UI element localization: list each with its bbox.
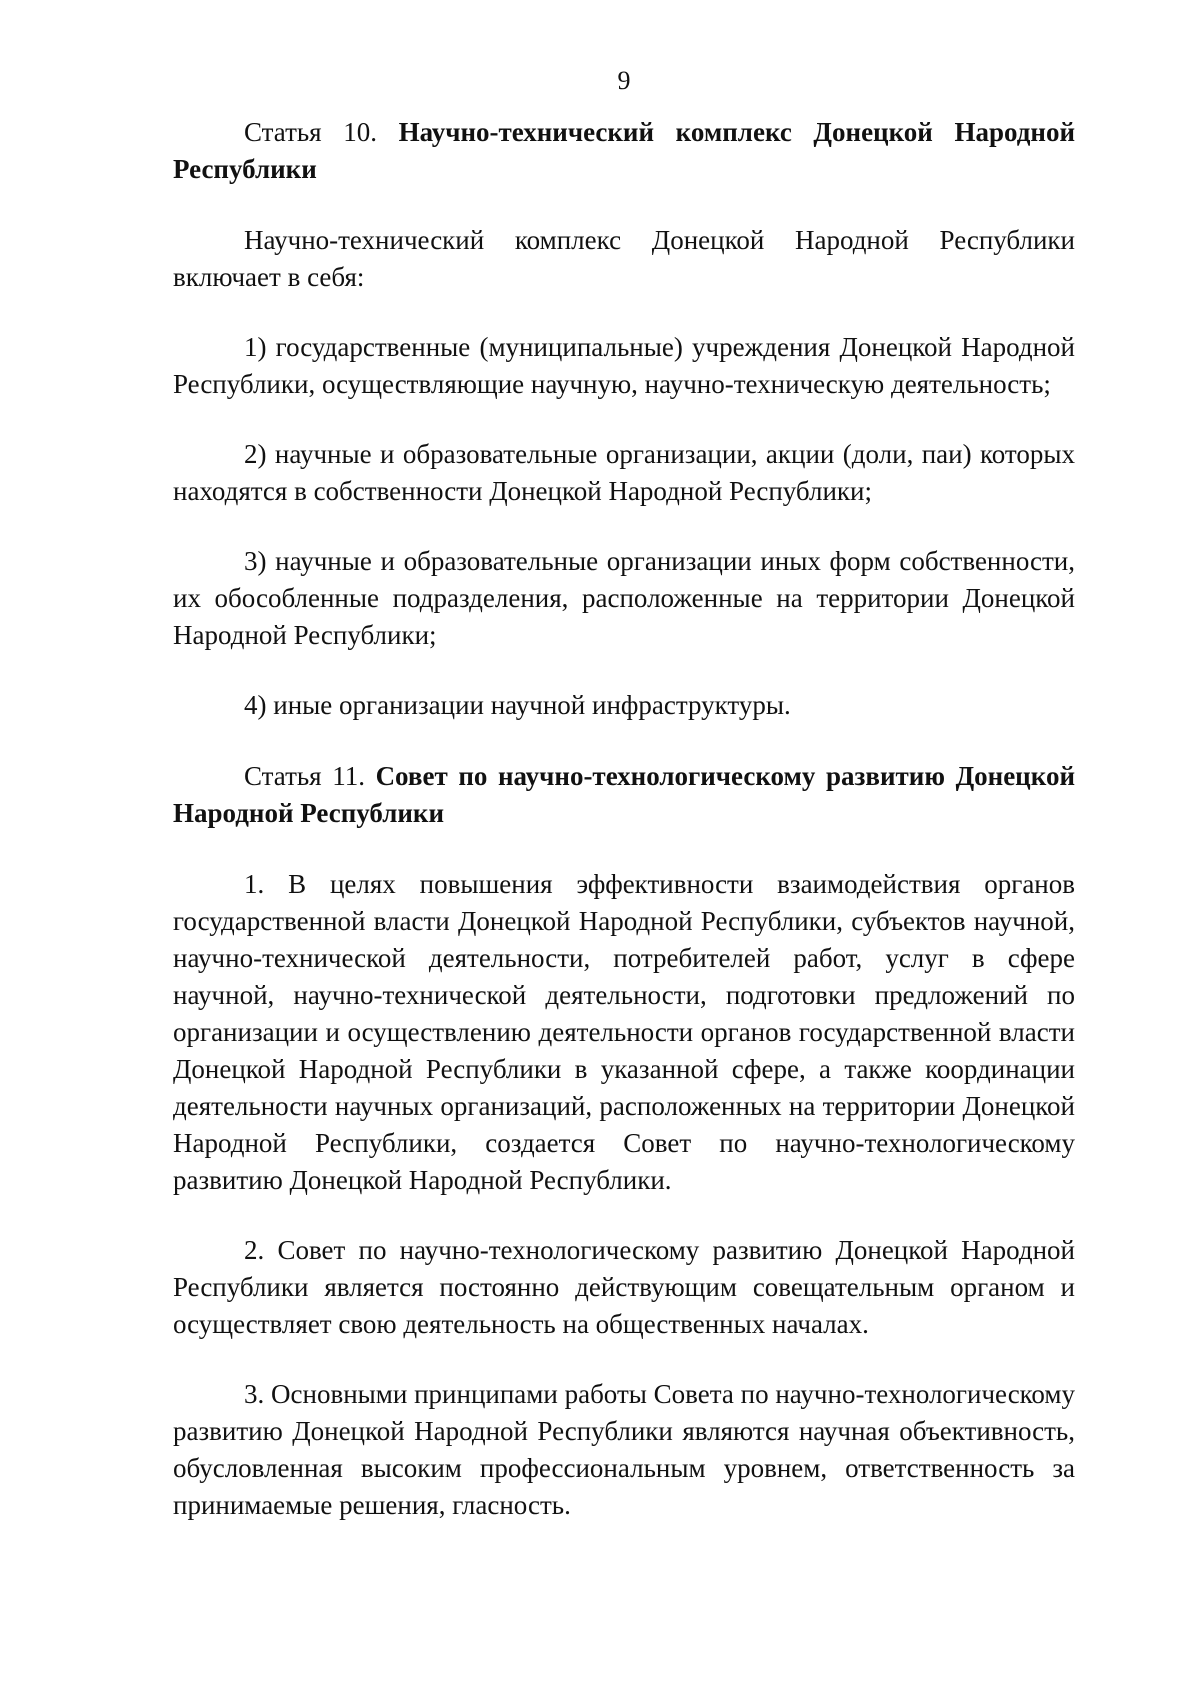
article-10-intro: Научно-технический комплекс Донецкой Народной Республики включает в себя: xyxy=(173,225,1075,292)
article-11-title: Совет по научно-технологическому развитию Донецкой Народной Республики xyxy=(173,761,1075,828)
article-10-item-4: 4) иные организации научной инфраструктуры. xyxy=(244,690,791,720)
article-10-title: Научно-технический комплекс Донецкой Народной Республики xyxy=(173,117,1076,184)
article-11-number: Статья 11. xyxy=(244,761,365,791)
article-11-paragraph-1: 1. В целях повышения эффективности взаимодействия органов государственной власти Донецкой Народной Республики, субъектов научной, научно-технической деятельности, потребителей работ, услуг в сфере научной, научно-технической деятельности, подготовки предложений по организации и осуществлению деятельности органов государственной власти Донецкой Народной Республики в указанной сфере, а также координации деятельности научных организаций, расположенных на территории Донецкой Народной Республики, создается Совет по научно-технологическому развитию Донецкой Народной Республики. xyxy=(173,869,1075,1195)
article-10-item-1: 1) государственные (муниципальные) учреждения Донецкой Народной Республики, осуществляющие научную, научно-техническую деятельность; xyxy=(173,332,1075,399)
article-11-paragraph-2: 2. Совет по научно-технологическому развитию Донецкой Народной Республики является постоянно действующим совещательным органом и осуществляет свою деятельность на общественных началах. xyxy=(173,1235,1075,1339)
article-11-paragraph-3: 3. Основными принципами работы Совета по научно-технологическому развитию Донецкой Народной Республики являются научная объективность, обусловленная высоким профессиональным уровнем, ответственность за принимаемые решения, гласность. xyxy=(173,1379,1075,1520)
article-11-heading xyxy=(173,758,1075,832)
article-10-heading xyxy=(173,114,1075,188)
article-10-item-3: 3) научные и образовательные организации иных форм собственности, их обособленные подразделения, расположенные на территории Донецкой Народной Республики; xyxy=(173,546,1075,650)
article-10-number: Статья 10. xyxy=(244,117,377,147)
article-10-item-2: 2) научные и образовательные организации, акции (доли, паи) которых находятся в собственности Донецкой Народной Республики; xyxy=(173,439,1075,506)
page-number: 9 xyxy=(617,66,631,95)
